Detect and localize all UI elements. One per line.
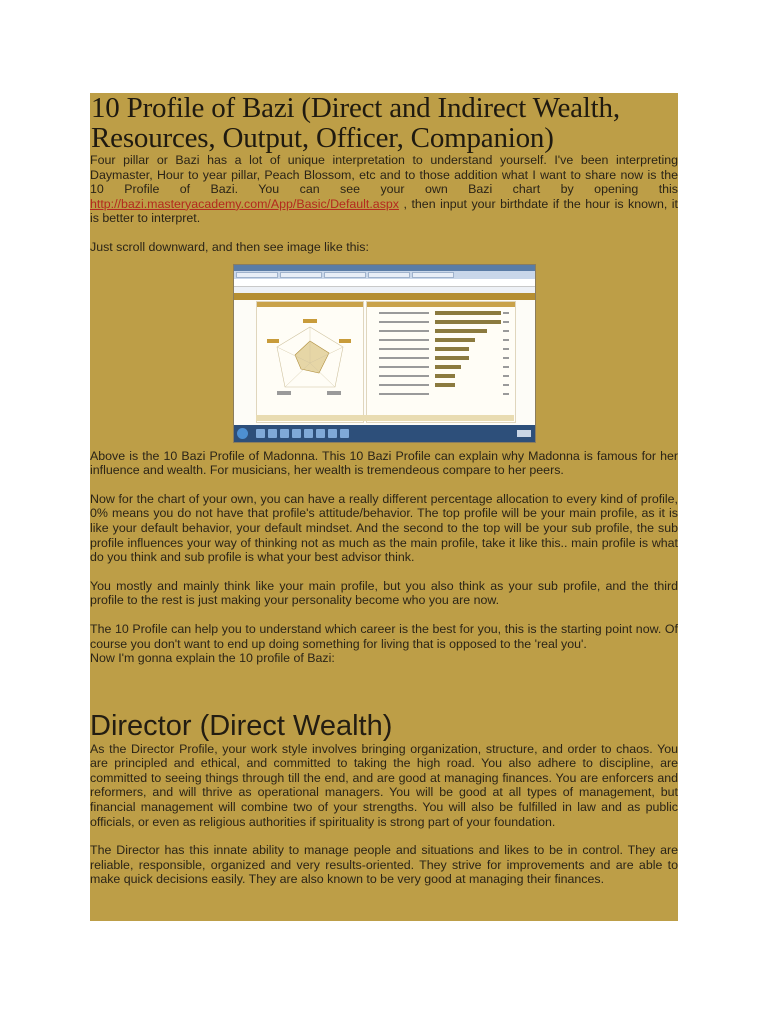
- profile-bars-panel: [366, 301, 516, 423]
- body-paragraph: Now I'm gonna explain the 10 profile of Bazi:: [90, 651, 335, 666]
- document-page: [90, 93, 678, 921]
- body-paragraph: You mostly and mainly think like your main profile, but you also think as your sub profile, and the third profile to the rest is just making your personality become who you are now.: [90, 578, 678, 608]
- scroll-paragraph: Just scroll downward, and then see image like this:: [90, 239, 369, 254]
- browser-content: [234, 293, 535, 425]
- intro-text: Four pillar or Bazi has a lot of unique interpretation to understand yourself. I've been interpreting Daymaster, Hour to year pillar, Peach Blossom, etc and to those addition what I want to share now is the 10 Profile of Bazi. You can see your own Bazi chart by opening this: [90, 153, 678, 197]
- windows-taskbar: [234, 425, 535, 442]
- intro-text-end: , then input your birthdate if the hour is known, it is better to interpret.: [90, 196, 678, 226]
- clock-icon: [517, 430, 531, 437]
- intro-paragraph: [90, 153, 678, 226]
- article-title: 10 Profile of Bazi (Direct and Indirect Wealth, Resources, Output, Officer, Companion): [91, 93, 620, 154]
- section-title: Director (Direct Wealth): [90, 709, 393, 742]
- section-paragraph: As the Director Profile, your work style involves bringing organization, structure, and order to chaos. You are principled and ethical, and committed to taking the high road. You also adhere to discipline, are committed to seeing things through till the end, and are good at managing finances. You are enforcers and reformers, and will thrive as operational managers. You will be good at all types of management, but financial management will combine two of your strengths. You will also be fulfilled in law and as public officials, or even as religious authorities if spirituality is strong part of your foundation.: [90, 741, 678, 829]
- browser-address-bar: [234, 279, 535, 287]
- body-paragraph: Above is the 10 Bazi Profile of Madonna. This 10 Bazi Profile can explain why Madonna is famous for her influence and wealth. For musicians, her wealth is tremendeous compare to her peers.: [90, 448, 678, 478]
- profile-radar-panel: [256, 301, 364, 423]
- bazi-profile-screenshot: [233, 264, 536, 443]
- bazi-chart-link[interactable]: http://bazi.masteryacademy.com/App/Basic/Default.aspx: [90, 196, 399, 211]
- body-paragraph: The 10 Profile can help you to understand which career is the best for you, this is the starting point now. Of course you don't want to end up doing something for living that is opposed to the 'real you'.: [90, 621, 678, 651]
- browser-tabs: [234, 271, 535, 279]
- section-paragraph: The Director has this innate ability to manage people and situations and likes to be in control. They are reliable, responsible, organized and very results-oriented. They strive for improvements and are able to make quick decisions easily. They are also known to be very good at managing their finances.: [90, 843, 678, 887]
- start-icon: [237, 428, 248, 439]
- radar-diagram: [257, 307, 363, 419]
- body-paragraph: Now for the chart of your own, you can have a really different percentage allocation to every kind of profile, 0% means you do not have that profile's attitude/behavior. The top profile will be your main profile, as it is like your default behavior, your default mindset. And the second to the top will be your sub profile, the sub profile influences your way of thinking not as much as the main profile, take it like this.. main profile is what do you think and sub profile is what your best advisor think.: [90, 491, 678, 565]
